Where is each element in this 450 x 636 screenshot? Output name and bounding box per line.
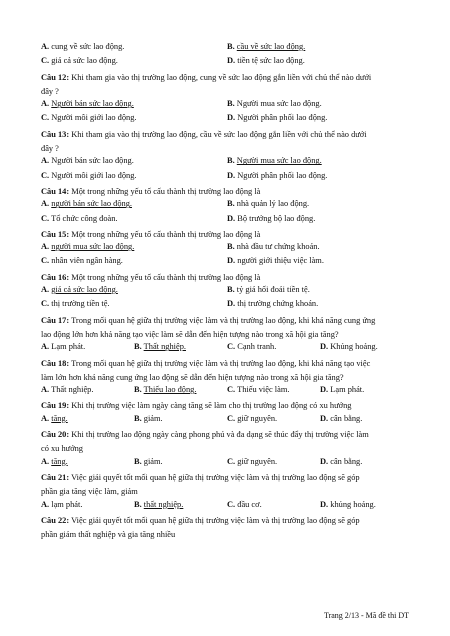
answer-option <box>41 457 134 471</box>
answer-options-row <box>41 285 413 299</box>
answer-options-row <box>41 113 413 127</box>
answer-option <box>320 342 413 356</box>
question-text: Trong mối quan hệ giữa thị trường việc làm và thị trường lao động, khi khả năng cung ứng <box>71 315 376 325</box>
option-text: lạm phát. <box>51 499 83 509</box>
option-text: nhà quản lý lao động. <box>236 199 310 209</box>
question-number: Câu 17: <box>41 315 70 325</box>
answer-options-row <box>41 214 413 228</box>
question-stem <box>41 399 413 413</box>
question-text: đây ? <box>41 86 59 96</box>
option-label: C. <box>41 213 50 223</box>
correct-answer-text: Thiếu lao động. <box>143 385 197 395</box>
question-text: đây ? <box>41 144 59 154</box>
answer-option <box>134 342 227 356</box>
option-text: cung về sức lao động. <box>51 42 125 51</box>
answer-options-row <box>41 256 413 270</box>
option-label: D. <box>320 499 329 509</box>
option-label: A. <box>41 456 50 466</box>
option-label: C. <box>227 456 236 466</box>
answer-option <box>227 385 320 399</box>
option-label: C. <box>227 413 236 423</box>
answer-option <box>41 414 134 428</box>
answer-option <box>227 171 413 185</box>
answer-option <box>227 342 320 356</box>
question-text: lao động lớn hơn khả năng tạo việc làm sẽ dẫn đến hiện tượng nào trong xã hội gia tăng? <box>41 329 339 339</box>
question-number: Câu 16: <box>41 272 70 282</box>
question-list <box>41 42 413 542</box>
answer-option <box>41 42 227 56</box>
option-text: Người mua sức lao động. <box>236 99 322 109</box>
question-text: Khi tham gia vào thị trường lao động, cầu về sức lao động gắn liền với chủ thể nào dưới <box>71 129 367 139</box>
option-text: Người môi giới lao động. <box>51 113 137 123</box>
answer-option <box>41 156 227 170</box>
answer-option <box>41 342 134 356</box>
option-label: D. <box>320 413 329 423</box>
question-stem <box>41 271 413 285</box>
question-number: Câu 14: <box>41 186 70 196</box>
answer-options-row <box>41 299 413 313</box>
question-number: Câu 22: <box>41 515 70 525</box>
correct-answer-text: Thất nghiệp. <box>143 342 186 352</box>
answer-option <box>320 414 413 428</box>
correct-answer-text: tăng. <box>51 456 68 466</box>
answer-option <box>41 500 134 514</box>
question-number: Câu 19: <box>41 401 70 411</box>
answer-option <box>227 199 413 213</box>
option-text: Khủng hoảng. <box>330 342 378 352</box>
option-text: giảm. <box>143 456 163 466</box>
answer-option <box>320 457 413 471</box>
option-label: B. <box>227 199 235 209</box>
correct-answer-text: giá cả sức lao động. <box>51 285 118 295</box>
option-label: B. <box>227 156 235 166</box>
answer-option <box>227 99 413 113</box>
answer-option <box>227 500 320 514</box>
question-stem <box>41 471 413 500</box>
question-text: Một trong những yếu tố cấu thành thị trường lao động là <box>71 272 261 282</box>
answer-options-row <box>41 342 413 356</box>
option-label: B. <box>134 499 142 509</box>
option-text: người giới thiệu việc làm. <box>237 256 324 266</box>
option-label: C. <box>41 113 50 123</box>
option-label: B. <box>227 242 235 252</box>
option-text: Lạm phát. <box>330 385 365 395</box>
option-label: C. <box>41 256 50 266</box>
question-text: Việc giải quyết tốt mối quan hệ giữa thị trường việc làm và thị trường lao động sẽ góp <box>71 515 360 525</box>
question-text: Một trong những yếu tố cấu thành thị trường lao động là <box>71 229 261 239</box>
option-label: A. <box>41 242 50 252</box>
question-number: Câu 20: <box>41 430 70 440</box>
correct-answer-text: cầu về sức lao động. <box>236 42 306 51</box>
option-label: D. <box>320 385 329 395</box>
option-label: D. <box>320 456 329 466</box>
question-text: Khi thị trường lao động ngày càng phong phú và đa dạng sẽ thúc đẩy thị trường việc làm <box>71 430 369 440</box>
option-text: Bộ trưởng bộ lao động. <box>237 213 316 223</box>
option-text: Thất nghiệp. <box>51 385 94 395</box>
option-text: nhân viên ngân hàng. <box>51 256 123 266</box>
answer-option <box>227 242 413 256</box>
answer-options-row <box>41 500 413 514</box>
answer-option <box>227 156 413 170</box>
option-text: Lạm phát. <box>51 342 86 352</box>
question-stem <box>41 128 413 157</box>
option-text: giữ nguyên. <box>237 456 278 466</box>
correct-answer-text: người mua sức lao động. <box>51 242 135 252</box>
question-stem <box>41 185 413 199</box>
option-label: D. <box>227 113 236 123</box>
option-label: B. <box>227 99 235 109</box>
option-label: D. <box>227 170 236 180</box>
answer-option <box>227 214 413 228</box>
question-text: phần gia tăng việc làm, giảm <box>41 487 138 497</box>
option-text: thị trường chứng khoán. <box>237 299 319 309</box>
option-text: Tổ chức công đoàn. <box>51 213 118 223</box>
option-label: A. <box>41 42 50 51</box>
answer-option <box>41 56 227 70</box>
answer-options-row <box>41 457 413 471</box>
option-text: thị trường tiền tệ. <box>51 299 110 309</box>
question-text: Khi thị trường việc làm ngày càng tăng sẽ làm cho thị trường lao động có xu hướng <box>71 401 352 411</box>
option-text: Người bán sức lao động. <box>51 156 134 166</box>
answer-option <box>227 113 413 127</box>
option-label: C. <box>41 56 50 66</box>
answer-option <box>134 457 227 471</box>
option-text: tỷ giá hối đoái tiền tệ. <box>236 285 310 295</box>
correct-answer-text: người bán sức lao động. <box>51 199 132 209</box>
answer-option <box>41 214 227 228</box>
answer-option <box>227 56 413 70</box>
option-text: Người phân phối lao động. <box>237 113 328 123</box>
correct-answer-text: tăng. <box>51 413 68 423</box>
answer-option <box>227 457 320 471</box>
option-text: giảm. <box>143 413 163 423</box>
answer-options-row <box>41 99 413 113</box>
answer-option <box>134 385 227 399</box>
option-text: cân bằng. <box>330 456 363 466</box>
answer-option <box>134 414 227 428</box>
answer-option <box>227 299 413 313</box>
question-number: Câu 18: <box>41 358 70 368</box>
answer-option <box>41 242 227 256</box>
option-text: cân bằng. <box>330 413 363 423</box>
answer-options-row <box>41 171 413 185</box>
answer-option <box>41 199 227 213</box>
answer-option <box>134 500 227 514</box>
option-label: C. <box>41 170 50 180</box>
question-stem <box>41 71 413 100</box>
option-text: giá cả sức lao động. <box>51 56 118 66</box>
option-label: B. <box>227 42 235 51</box>
question-stem <box>41 514 413 543</box>
option-label: A. <box>41 199 50 209</box>
option-text: Thiếu việc làm. <box>237 385 290 395</box>
question-number: Câu 15: <box>41 229 70 239</box>
question-text: Việc giải quyết tốt mối quan hệ giữa thị trường việc làm và thị trường lao động sẽ góp <box>71 472 360 482</box>
option-label: D. <box>227 256 236 266</box>
page-footer: Trang 2/13 - Mã đề thi DT <box>323 610 409 620</box>
answer-option <box>227 42 413 56</box>
question-text: có xu hướng <box>41 444 83 454</box>
option-label: C. <box>227 385 236 395</box>
answer-option <box>227 414 320 428</box>
option-label: A. <box>41 342 50 352</box>
question-number: Câu 13: <box>41 129 70 139</box>
question-text: Trong mối quan hệ giữa thị trường việc làm và thị trường lao động, khi khả năng tạo việc <box>71 358 371 368</box>
option-label: D. <box>320 342 329 352</box>
option-label: D. <box>227 213 236 223</box>
option-label: A. <box>41 385 50 395</box>
question-stem <box>41 357 413 386</box>
answer-option <box>227 285 413 299</box>
option-label: A. <box>41 99 50 109</box>
question-number: Câu 21: <box>41 472 70 482</box>
option-text: giữ nguyên. <box>237 413 278 423</box>
option-text: khủng hoảng. <box>330 499 376 509</box>
answer-option <box>41 113 227 127</box>
option-label: D. <box>227 299 236 309</box>
option-text: Người phân phối lao động. <box>237 170 328 180</box>
answer-option <box>41 299 227 313</box>
answer-options-row <box>41 56 413 70</box>
answer-option <box>41 385 134 399</box>
correct-answer-text: Người mua sức lao động. <box>236 156 322 166</box>
option-label: D. <box>227 56 236 66</box>
answer-options-row <box>41 156 413 170</box>
answer-option <box>227 256 413 270</box>
question-stem <box>41 428 413 457</box>
answer-option <box>320 385 413 399</box>
option-label: B. <box>134 385 142 395</box>
option-label: C. <box>227 499 236 509</box>
option-label: A. <box>41 285 50 295</box>
option-label: A. <box>41 156 50 166</box>
answer-options-row <box>41 199 413 213</box>
answer-option <box>41 171 227 185</box>
option-label: B. <box>134 413 142 423</box>
question-number: Câu 12: <box>41 72 70 82</box>
question-text: phần giảm thất nghiệp và gia tăng nhiều <box>41 530 176 540</box>
answer-options-row <box>41 385 413 399</box>
option-text: tiền tệ sức lao động. <box>237 56 305 66</box>
answer-option <box>320 500 413 514</box>
option-label: B. <box>134 342 142 352</box>
question-text: làm lớn hơn khả năng cung ứng lao động sẽ dẫn đến hiện tượng nào trong xã hội gia tăng? <box>41 372 344 382</box>
option-text: Cạnh tranh. <box>237 342 277 352</box>
option-label: A. <box>41 499 50 509</box>
answer-option <box>41 99 227 113</box>
option-label: B. <box>134 456 142 466</box>
option-text: Người môi giới lao động. <box>51 170 137 180</box>
correct-answer-text: thất nghiệp. <box>143 499 184 509</box>
question-stem <box>41 228 413 242</box>
answer-option <box>41 285 227 299</box>
answer-options-row <box>41 42 413 56</box>
option-text: đầu cơ. <box>237 499 262 509</box>
option-label: C. <box>41 299 50 309</box>
option-label: B. <box>227 285 235 295</box>
answer-option <box>41 256 227 270</box>
question-stem <box>41 314 413 343</box>
option-text: nhà đầu tư chứng khoán. <box>236 242 320 252</box>
answer-options-row <box>41 242 413 256</box>
option-label: A. <box>41 413 50 423</box>
answer-options-row <box>41 414 413 428</box>
option-label: C. <box>227 342 236 352</box>
question-text: Một trong những yếu tố cấu thành thị trường lao động là <box>71 186 261 196</box>
question-text: Khi tham gia vào thị trường lao động, cung về sức lao động gắn liền với chủ thể nào dưới <box>71 72 372 82</box>
correct-answer-text: Người bán sức lao động. <box>51 99 134 109</box>
